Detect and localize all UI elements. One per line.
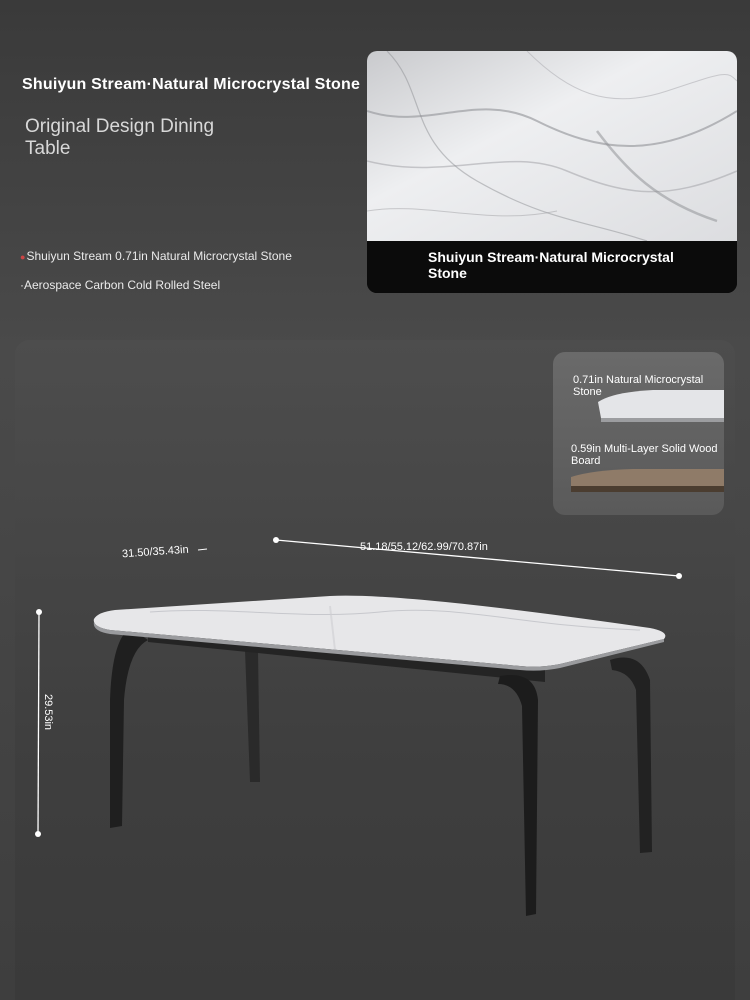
stone-layer-label: 0.71in Natural Microcrystal Stone (573, 374, 704, 398)
width-dimension-label: 31.50/35.43in (121, 543, 190, 561)
height-top-dot (36, 609, 42, 615)
feature-steel-text: ·Aerospace Carbon Cold Rolled Steel (20, 278, 221, 292)
feature-stone-text: Shuiyun Stream 0.71in Natural Microcrystal Stone (26, 249, 292, 263)
height-dimension-line (38, 612, 39, 834)
dining-table (94, 596, 666, 916)
width-dimension-line (198, 549, 207, 550)
length-start-dot (273, 537, 279, 543)
bullet-icon: ● (20, 252, 26, 262)
product-title: Shuiyun Stream·Natural Microcrystal Stone (22, 76, 361, 93)
product-subtitle: Original Design Dining Table (25, 116, 215, 159)
height-dimension-label: 29.53in (42, 693, 55, 731)
marble-caption: Shuiyun Stream·Natural Microcrystal Stone (428, 249, 674, 281)
length-end-dot (676, 573, 682, 579)
wood-layer-label: 0.59in Multi-Layer Solid Wood Board (571, 443, 718, 467)
height-bottom-dot (35, 831, 41, 837)
length-dimension-label: 51.18/55.12/62.99/70.87in (360, 541, 488, 553)
